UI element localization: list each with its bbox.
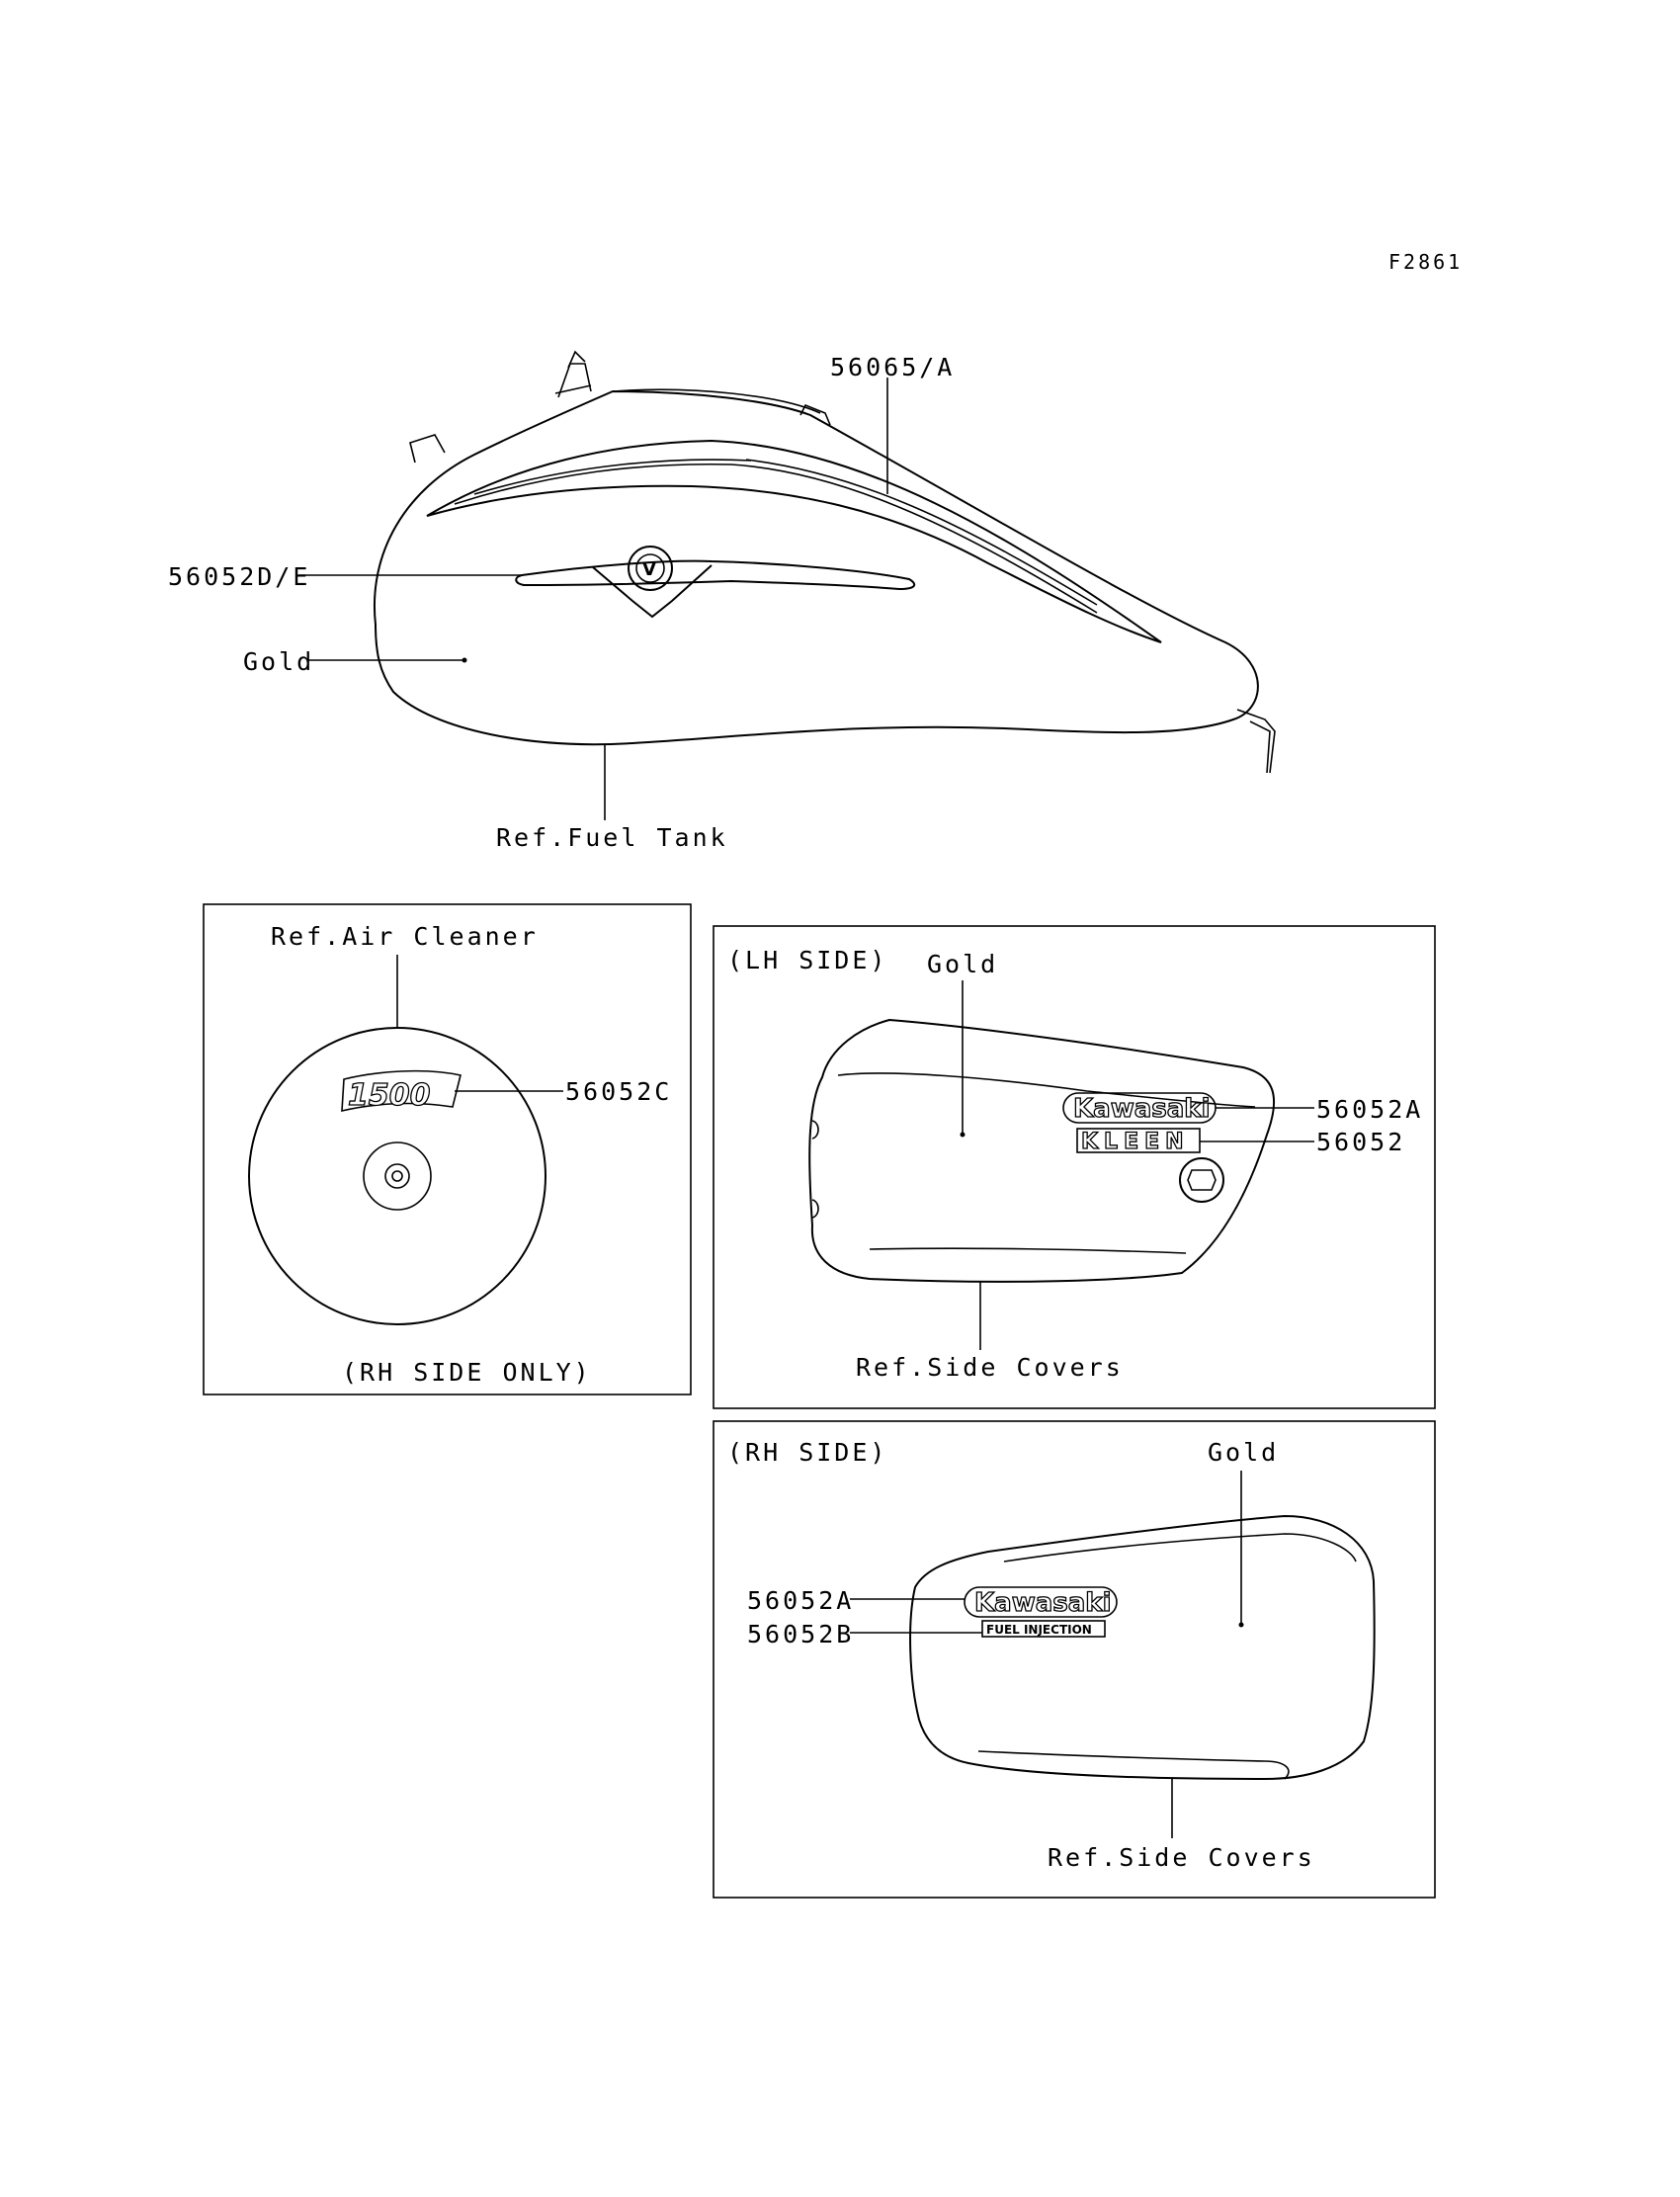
rh-side-heading: (RH SIDE) [727,1438,888,1467]
tank-ref-label: Ref.Fuel Tank [496,823,728,852]
lh-ref-label: Ref.Side Covers [856,1353,1124,1382]
1500-emblem-decal [342,1071,461,1113]
tank-emblem-decal [516,561,914,589]
lh-kleen-part-number: 56052 [1316,1128,1406,1156]
rh-fi-part-number: 56052B [747,1620,855,1648]
air-cleaner-panel-frame [204,904,691,1394]
air-cleaner-note: (RH SIDE ONLY) [342,1358,592,1387]
rh-side-cover [910,1516,1375,1779]
lh-side-panel-frame [714,926,1435,1408]
rh-logo-part-number: 56052A [747,1586,855,1615]
tank-emblem-part-number: 56052D/E [168,562,311,591]
rh-fuel-injection-decal [982,1621,1105,1637]
tank-stripe-part-number: 56065/A [830,353,956,381]
svg-text:V: V [642,559,656,580]
tank-color-label: Gold [243,647,315,676]
air-cleaner-ref-label: Ref.Air Cleaner [271,922,539,951]
air-cleaner-cover [249,1028,546,1324]
rh-color-label: Gold [1208,1438,1280,1467]
rh-ref-label: Ref.Side Covers [1048,1843,1315,1872]
fuel-tank-illustration [375,352,1275,773]
svg-text:KLEEN: KLEEN [1081,1130,1190,1154]
lh-side-cover [809,1020,1274,1282]
lh-side-heading: (LH SIDE) [727,946,888,974]
tank-stripe-decal [427,441,1161,642]
lh-logo-part-number: 56052A [1316,1095,1424,1124]
lh-kleen-decal [1077,1129,1200,1154]
lh-color-label: Gold [927,950,999,978]
svg-text:1500: 1500 [348,1078,431,1113]
rh-kawasaki-logo-decal [965,1587,1117,1618]
svg-text:FUEL INJECTION: FUEL INJECTION [986,1623,1092,1637]
air-cleaner-emblem-part-number: 56052C [565,1077,673,1106]
svg-text:Kawasaki: Kawasaki [974,1588,1112,1618]
svg-text:Kawasaki: Kawasaki [1073,1094,1211,1124]
diagram-code: F2861 [1388,250,1464,274]
lh-kawasaki-logo-decal [1063,1093,1216,1124]
rh-side-panel-frame [714,1421,1435,1898]
